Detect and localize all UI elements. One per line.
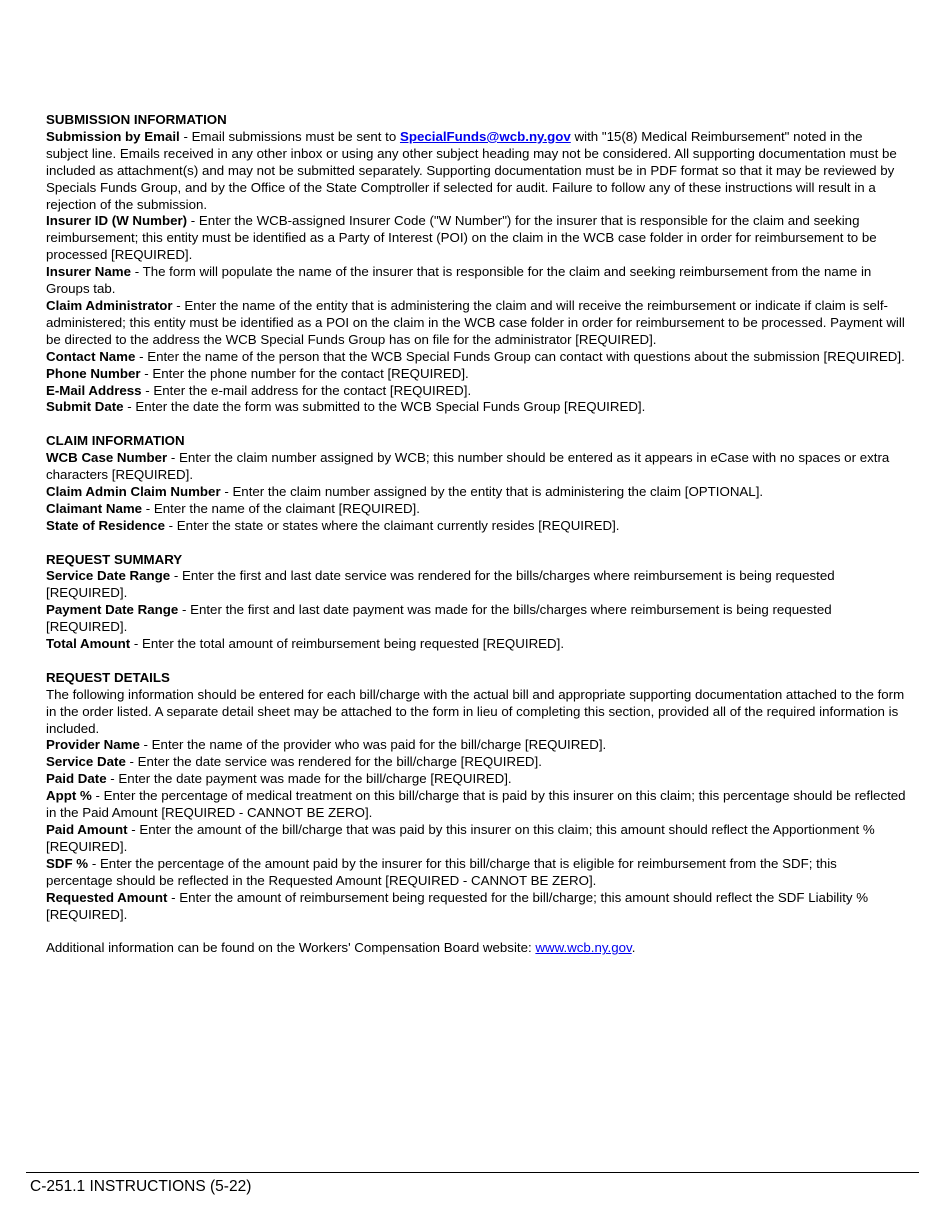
entry-text: - Enter the amount of the bill/charge that was paid by this insurer on this claim; this amount should reflect the Apportionment % [REQUIRED]. [46,822,875,854]
instruction-entry [46,213,906,264]
instruction-entry [46,771,906,788]
instruction-entry [46,636,906,653]
wcb-website-link[interactable]: www.wcb.ny.gov [535,940,632,956]
entry-term: Phone Number [46,365,141,381]
entry-term: Contact Name [46,348,136,364]
details-entries [46,737,906,923]
instruction-entry [46,737,906,754]
entry-text: - Enter the first and last date payment was made for the bills/charges where reimbursement is being requested [REQUIRED]. [46,602,832,635]
section-title: SUBMISSION INFORMATION [46,112,227,127]
instruction-entry [46,399,906,416]
section-title: REQUEST SUMMARY [46,551,183,567]
entry-text: - Enter the total amount of reimbursement being requested [REQUIRED]. [130,636,565,652]
entry-term: Claim Admin Claim Number [46,483,221,499]
submission-entries [46,213,906,416]
instruction-entry [46,788,906,822]
instruction-entry [46,602,906,636]
instructions-document [46,112,906,957]
entry-text: - Enter the name of the entity that is administering the claim and will receive the reimbursement or indicate if claim is self-administered; this entity must be identified as a POI on the claim in the WCB case folder in order for reimbursement to be processed. Payment will be directed to the address the WCB Special Funds Group has on file for the administrator [REQUIRED]. [46,297,905,347]
entry-term: SDF % [46,855,89,871]
entry-text: - Enter the name of the claimant [REQUIRED]. [142,500,420,516]
entry-term: Provider Name [46,737,140,753]
special-funds-email-link[interactable]: SpecialFunds@wcb.ny.gov [399,128,571,144]
submission-information-section [46,112,906,416]
additional-information-note [46,940,906,957]
entry-text: - Enter the name of the person that the WCB Special Funds Group can contact with questions about the submission [REQUIRED]. [135,348,905,364]
entry-term: WCB Case Number [46,450,168,466]
claim-information-section [46,433,906,534]
footer-divider [26,1172,919,1173]
entry-text: - Enter the date payment was made for the bill/charge [REQUIRED]. [106,771,512,787]
instruction-entry [46,890,906,924]
instruction-entry [46,822,906,856]
entry-text: - Enter the WCB-assigned Insurer Code ("W Number") for the insurer that is responsible for the claim and seeking reimbursement; this entity must be identified as a Party of Interest (POI) on the claim in the WCB case folder in order for reimbursement to be processed [REQUIRED]. [46,213,877,263]
instruction-entry [46,568,906,602]
instruction-entry [46,484,906,501]
entry-text: - Enter the phone number for the contact [REQUIRED]. [140,365,469,381]
entry-term: Service Date Range [46,568,171,584]
instruction-entry [46,366,906,383]
entry-term: Claimant Name [46,500,143,516]
entry-term: State of Residence [46,517,165,533]
instruction-entry [46,450,906,484]
entry-term: Total Amount [46,636,131,652]
request-details-section [46,670,906,924]
section-title: REQUEST DETAILS [46,669,170,685]
entry-term: Insurer Name [46,264,131,280]
instruction-entry [46,501,906,518]
entry-text: - Enter the date service was rendered for the bill/charge [REQUIRED]. [125,754,542,770]
entry-text: - Enter the percentage of the amount paid by the insurer for this bill/charge that is eligible for reimbursement from the SDF; this percentage should be reflected in the Requested Amount [REQUIRED - CANNOT BE ZERO]. [46,855,837,888]
note-text: . [631,940,636,956]
entry-text: - Enter the date the form was submitted to the WCB Special Funds Group [REQUIRED]. [123,399,646,415]
entry-text: with "15(8) Medical Reimbursement" noted in the subject line. Emails received in any other inbox or using any other subject heading may not be considered. All supporting documentation must be included as attachment(s) and may not be submitted separately. Supporting documentation must be in PDF format so that it may be reviewed by Specials Funds Group, and by the Office of the State Comptroller if selected for audit. Failure to follow any of these instructions will result in a rejection of the submission. [46,128,897,212]
entry-term: Submit Date [46,399,124,415]
instruction-entry [46,518,906,535]
instruction-entry [46,264,906,298]
entry-term: Claim Administrator [46,297,173,313]
instruction-entry [46,298,906,349]
entry-term: Paid Amount [46,822,128,838]
entry-text: - The form will populate the name of the insurer that is responsible for the claim and seeking reimbursement from the name in Groups tab. [46,264,872,297]
instruction-entry [46,856,906,890]
entry-text: - Enter the amount of reimbursement being requested for the bill/charge; this amount should reflect the SDF Liability % [REQUIRED]. [46,889,869,922]
entry-term: Paid Date [46,771,107,787]
entry-term: Appt % [46,788,92,804]
entry-term: Requested Amount [46,889,168,905]
entry-term: Payment Date Range [46,602,179,618]
submission-by-email-entry [46,129,906,214]
entry-text: - Enter the claim number assigned by WCB; this number should be entered as it appears in eCase with no spaces or extra characters [REQUIRED]. [46,450,890,483]
entry-term: E-Mail Address [46,382,142,398]
entry-term: Service Date [46,754,126,770]
instruction-entry [46,754,906,771]
claim-entries [46,450,906,535]
request-summary-section [46,552,906,653]
section-title: CLAIM INFORMATION [46,433,185,449]
instruction-entry [46,383,906,400]
entry-text: - Enter the percentage of medical treatment on this bill/charge that is paid by this insurer on this claim; this percentage should be reflected in the Paid Amount [REQUIRED - CANNOT BE ZERO]. [46,788,906,821]
entry-text: - Enter the claim number assigned by the entity that is administering the claim [OPTIONAL]. [220,483,764,499]
entry-term: Insurer ID (W Number) [46,213,188,229]
note-text: Additional information can be found on the Workers' Compensation Board website: [46,940,536,956]
form-number-footer: C-251.1 INSTRUCTIONS (5-22) [30,1178,252,1195]
instruction-entry [46,349,906,366]
entry-text: - Enter the e-mail address for the contact [REQUIRED]. [141,382,472,398]
entry-text: - Enter the state or states where the claimant currently resides [REQUIRED]. [164,517,620,533]
entry-term: Submission by Email [46,128,180,144]
details-intro: The following information should be entered for each bill/charge with the actual bill and appropriate supporting documentation attached to the form in the order listed. A separate detail sheet may be attached to the form in lieu of completing this section, provided all of the required information is included. [46,686,905,736]
entry-text: - Enter the name of the provider who was paid for the bill/charge [REQUIRED]. [139,737,607,753]
summary-entries [46,568,906,653]
entry-text: - Enter the first and last date service was rendered for the bills/charges where reimbursement is being requested [REQUIRED]. [46,568,835,601]
entry-text: - Email submissions must be sent to [179,128,400,144]
